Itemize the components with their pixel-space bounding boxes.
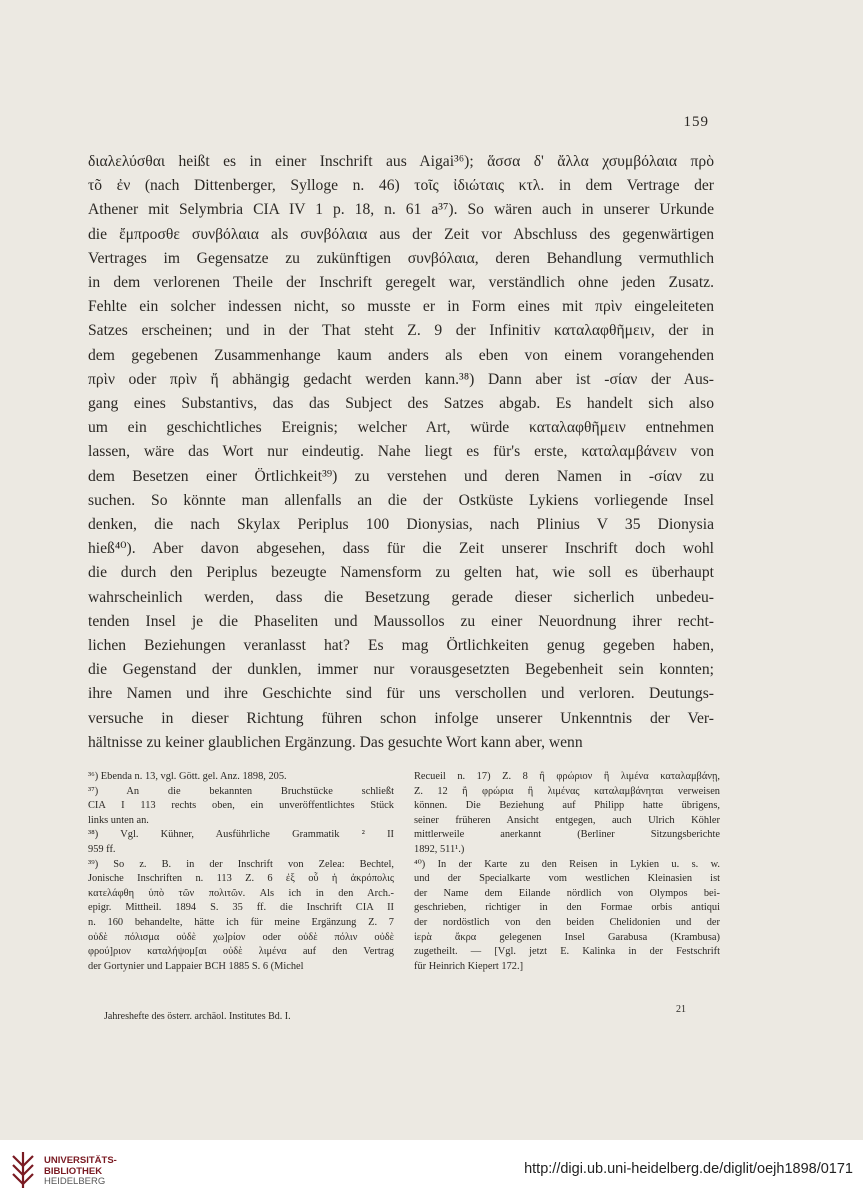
library-logo-icon[interactable] xyxy=(10,1150,36,1190)
footnote-line: mittlerweile anerkannt (Berliner Sitzungsberichte xyxy=(414,829,720,841)
text-line: versuche in dieser Richtung führen schon infolge unserer Unkenntnis der Ver- xyxy=(88,709,714,727)
footnote-line: 1892, 511¹.) xyxy=(414,843,465,855)
footnote-line: seiner früheren Ansicht entgegen, auch Ulrich Köhler xyxy=(414,814,720,826)
text-line: Fehlte ein solcher indessen nicht, so musste er in Form eines mit πρὶν eingeleiteten xyxy=(88,298,714,316)
text-line: τõ ἐν (nach Dittenberger, Sylloge n. 46) τοῖς ἰδιώταις κτλ. in dem Vertrage der xyxy=(88,177,714,195)
footnote-line: zugetheilt. — [Vgl. jetzt E. Kalinka in der Festschrift xyxy=(414,946,720,958)
footnote-line: ἱερὰ ἄκρα gelegenen Insel Garabusa (Krambusa) xyxy=(414,931,720,943)
text-line: Athener mit Selymbria CIA IV 1 p. 18, n. 61 a³⁷). So wären auch in unserer Urkunde xyxy=(88,201,714,219)
footnote-line: Z. 12 ἢ φρώρια ἢ λιμένας καταλαμβάνηται verweisen xyxy=(414,785,720,797)
text-line: dem Besetzen einer Örtlichkeit³⁹) zu verstehen und deren Namen in -σίαν zu xyxy=(88,467,714,485)
footnote-line: können. Die Beziehung auf Philipp hatte übrigens, xyxy=(414,800,720,812)
footnotes-left-column xyxy=(88,770,394,974)
library-name-line2: BIBLIOTHEK xyxy=(44,1165,103,1177)
library-name-line3: HEIDELBERG xyxy=(44,1176,106,1187)
footnote-line: der Name dem Eilande nördlich von Olympos bei- xyxy=(414,887,720,899)
text-line: in dem verlorenen Theile der Inschrift geregelt war, verständlich ohne jeden Zusatz. xyxy=(88,274,714,292)
text-line: lichen Beziehungen veranlasst hat? Es mag Örtlichkeiten genug gegeben haben, xyxy=(88,637,714,655)
text-line: suchen. So könnte man allenfalls an die der Ostküste Lykiens vorliegende Insel xyxy=(88,491,714,509)
text-line: hältnisse zu keiner glaublichen Ergänzung. Das gesuchte Wort kann aber, wenn xyxy=(88,733,583,751)
footnote-line: φρού]ριον καταλήψομ[αι οὐδὲ λιμένα auf den Vertrag xyxy=(88,946,394,958)
journal-line: Jahreshefte des österr. archäol. Institutes Bd. I. xyxy=(104,1011,291,1022)
main-text-block xyxy=(88,150,714,755)
footnote-line: ³⁸) Vgl. Kühner, Ausführliche Grammatik ² II xyxy=(88,829,394,841)
footnote-line: 959 ff. xyxy=(88,843,116,855)
footnote-line: der nordöstlich von den beiden Chelidonien und der xyxy=(414,916,720,928)
text-line: tenden Insel je die Phaseliten und Maussollos zu einer Neuordnung ihrer recht- xyxy=(88,612,714,630)
text-line: gang eines Substantivs, das das Subject des Satzes abgab. Es handelt sich also xyxy=(88,395,714,413)
text-line: Vertrages im Gegensatze zu zukünftigen συνβόλαια, deren Behandlung vermuthlich xyxy=(88,249,714,267)
text-line: die Gegenstand der dunklen, immer nur vorausgesetzten Begebenheit sein konnten; xyxy=(88,661,714,679)
text-line: dem gegebenen Zusammenhange kaum anders als eben von einem vorangehenden xyxy=(88,346,714,364)
footnote-line: geschrieben, richtiger in den Formae orbis antiqui xyxy=(414,902,720,914)
permalink-url[interactable]: http://digi.ub.uni-heidelberg.de/diglit/oejh1898/0171 xyxy=(524,1161,853,1177)
text-line: ihre Namen und ihre Geschichte sind für uns verschollen und verloren. Deutungs- xyxy=(88,685,714,703)
footnote-line: ³⁷) An die bekannten Bruchstücke schließt xyxy=(88,785,394,797)
signature-mark: 21 xyxy=(676,1004,686,1015)
text-line: πρὶν oder πρὶν ἤ abhängig gedacht werden kann.³⁸) Dann aber ist -σίαν der Aus- xyxy=(88,370,714,388)
footnote-line: n. 160 behandelte, hätte ich für meine Ergänzung Z. 7 xyxy=(88,916,394,928)
page-number: 159 xyxy=(683,114,709,130)
text-line: die durch den Periplus bezeugte Namensform zu gelten hat, wie soll es überhaupt xyxy=(88,564,714,582)
footnote-line: epigr. Mittheil. 1894 S. 35 ff. die Inschrift CIA II xyxy=(88,902,394,914)
text-line: um ein geschichtliches Ereignis; welcher Art, würde καταλαφθῆμειν entnehmen xyxy=(88,419,714,437)
text-line: wahrscheinlich werden, dass die Besetzung gerade dieser sicherlich unbedeu- xyxy=(88,588,714,606)
text-line: hieß⁴⁰). Aber davon abgesehen, dass für die Zeit unserer Inschrift doch wohl xyxy=(88,540,714,558)
text-line: denken, die nach Skylax Periplus 100 Dionysias, nach Plinius V 35 Dionysia xyxy=(88,516,714,534)
library-name[interactable] xyxy=(44,1156,117,1188)
footnote-line: CIA I 113 rechts oben, ein unveröffentlichtes Stück xyxy=(88,800,394,812)
footnote-line: für Heinrich Kiepert 172.] xyxy=(414,960,524,972)
library-name-line1: UNIVERSITÄTS- xyxy=(44,1155,117,1166)
footnotes-right-column xyxy=(414,770,720,974)
text-line: die ἔμπροσθε συνβόλαια als συνβόλαια aus der Zeit vor Abschluss des gegenwärtigen xyxy=(88,225,714,243)
footnote-line: und der Specialkarte vom westlichen Kleinasien ist xyxy=(414,873,720,885)
footnote-line: Recueil n. 17) Z. 8 ἢ φρώριον ἢ λιμένα καταλαμβάνῃ, xyxy=(414,771,720,782)
text-line: διαλελύσθαι heißt es in einer Inschrift aus Aigai³⁶); ἅσσα δ' ἄλλα χσυμβόλαια πρὸ xyxy=(88,153,714,170)
footnote-line: κατελάφθη ὑπὸ τῶν πολιτῶν. Als ich in den Arch.- xyxy=(88,887,394,899)
footnote-line: ³⁶) Ebenda n. 13, vgl. Gött. gel. Anz. 1898, 205. xyxy=(88,771,287,782)
footnote-line: Jonische Inschriften n. 113 Z. 6 ἐξ οὗ ἡ ἀκρόπολις xyxy=(88,873,394,885)
text-line: lassen, wäre das Wort nur eindeutig. Nahe liegt es für's erste, καταλαμβάνειν von xyxy=(88,443,714,461)
text-line: Satzes erscheinen; und in der That steht Z. 9 der Infinitiv καταλαφθῆμειν, der in xyxy=(88,322,714,340)
footnote-line: links unten an. xyxy=(88,814,149,826)
footnote-line: ⁴⁰) In der Karte zu den Reisen in Lykien u. s. w. xyxy=(414,858,720,870)
footnote-line: der Gortynier und Lappaier BCH 1885 S. 6 (Michel xyxy=(88,960,304,972)
footnote-line: οὐδὲ πόλισμα οὐδὲ χω]ρίον oder οὐδὲ πόλιν οὐδὲ xyxy=(88,931,394,943)
footnote-line: ³⁹) So z. B. in der Inschrift von Zelea: Bechtel, xyxy=(88,858,394,870)
